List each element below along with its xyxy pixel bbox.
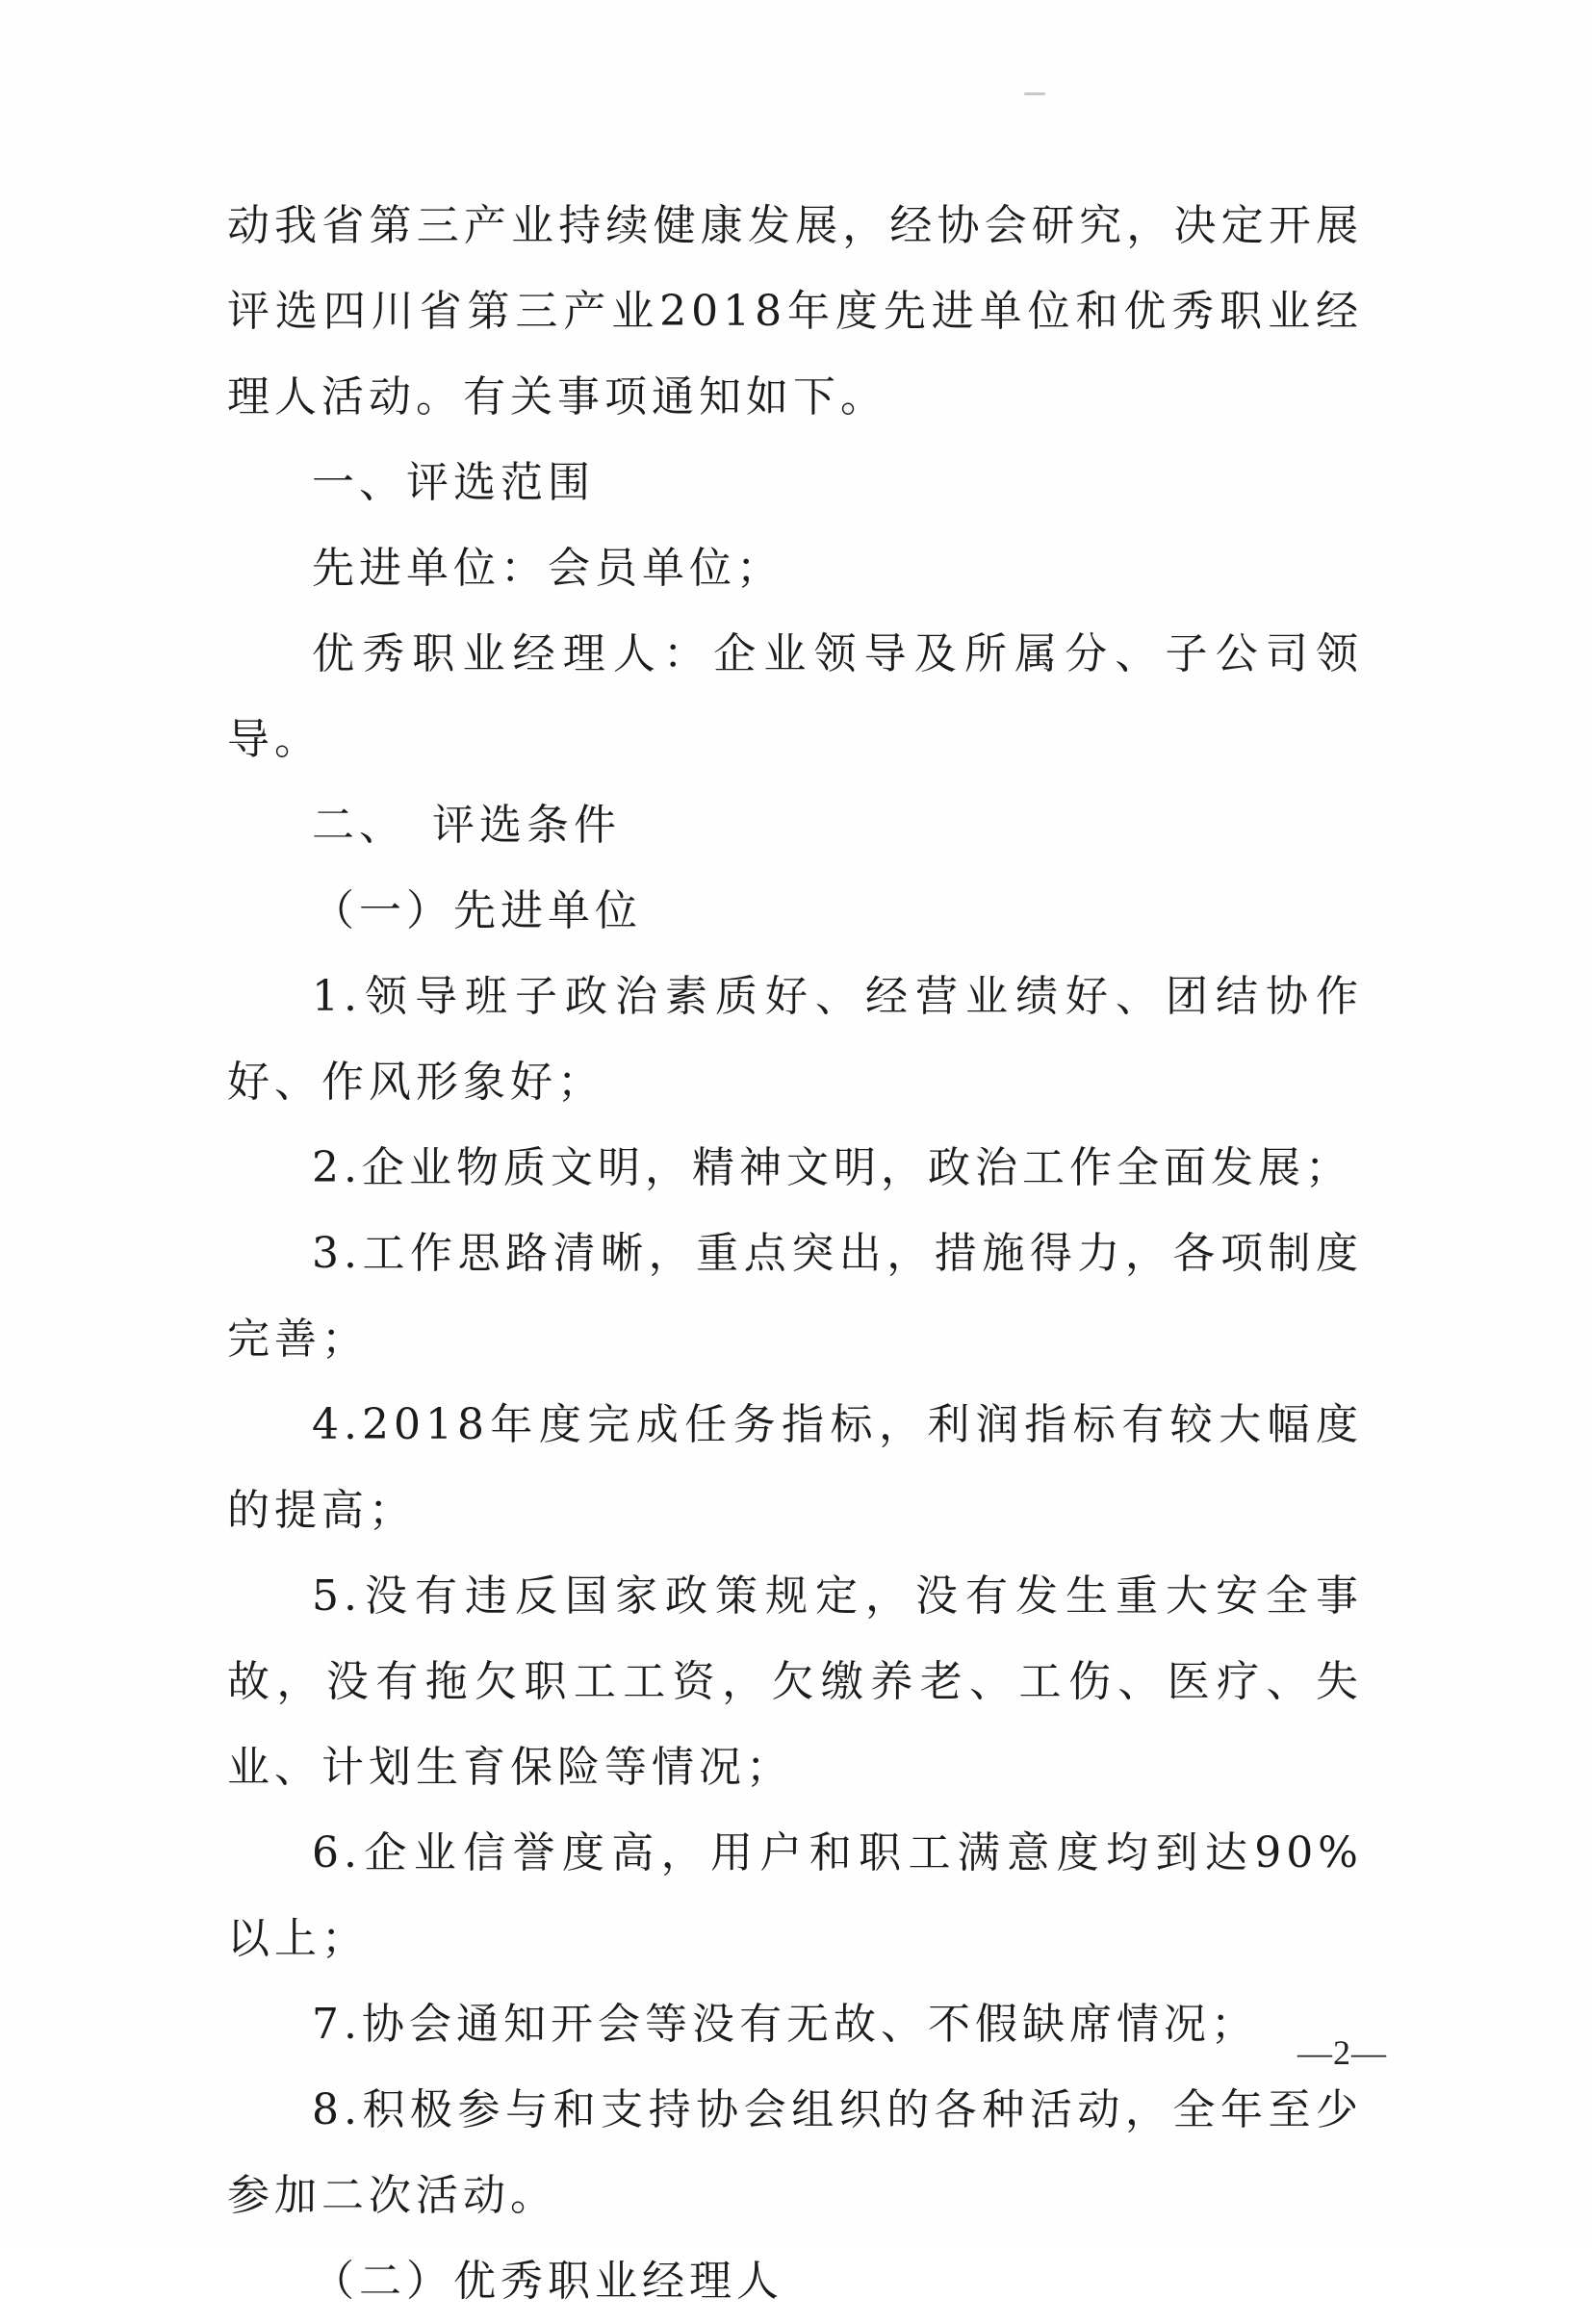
section-heading-criteria: 二、 评选条件 — [312, 801, 621, 850]
document-body — [227, 183, 1363, 2324]
list-item: 5.没有违反国家政策规定，没有发生重大安全事故，没有拖欠职工工资，欠缴养老、工伤、医疗、失业、计划生育保险等情况； — [227, 1571, 1363, 1792]
list-item: 4.2018年度完成任务指标，利润指标有较大幅度的提高； — [227, 1400, 1363, 1535]
list-item: 8.积极参与和支持协会组织的各种活动，全年至少参加二次活动。 — [227, 2085, 1363, 2220]
list-item: 3.工作思路清晰，重点突出，措施得力，各项制度完善； — [227, 1229, 1363, 1364]
list-item: 6.企业信誉度高，用户和职工满意度均到达90%以上； — [227, 1828, 1363, 1963]
page-number: —2— — [1297, 2033, 1387, 2072]
paragraph-advanced-units: 先进单位：会员单位； — [312, 544, 783, 593]
subsection-heading-advanced-units: （一）先进单位 — [312, 886, 642, 935]
scan-mark — [1024, 92, 1045, 95]
section-heading-scope: 一、评选范围 — [312, 458, 595, 507]
paragraph-outstanding-managers: 优秀职业经理人：企业领导及所属分、子公司领导。 — [227, 629, 1363, 764]
list-item: 1.领导班子政治素质好、经营业绩好、团结协作好、作风形象好； — [227, 972, 1363, 1107]
list-item: 7.协会通知开会等没有无故、不假缺席情况； — [312, 2000, 1258, 2049]
list-item: 2.企业物质文明，精神文明，政治工作全面发展； — [312, 1143, 1352, 1192]
subsection-heading-outstanding-managers: （二）优秀职业经理人 — [312, 2257, 783, 2306]
paragraph-intro: 动我省第三产业持续健康发展，经协会研究，决定开展评选四川省第三产业2018年度先进单位和优秀职业经理人活动。有关事项通知如下。 — [227, 201, 1363, 421]
